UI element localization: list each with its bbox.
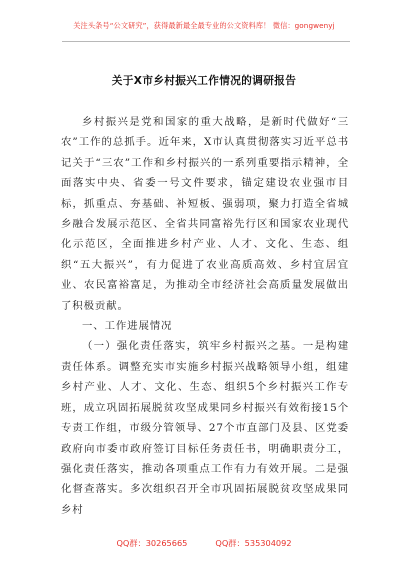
footer-qq-group-1: QQ群：30265665 [116,538,188,548]
footer [0,538,408,549]
document-body [61,112,349,520]
header-banner: 关注头条号“公文研究”，获得最新最全最专业的公文资料库！ 微信：gongwenyj [73,21,335,30]
document-title: 关于X市乡村振兴工作情况的调研报告 [111,75,297,87]
section-heading: 一、工作进展情况 [82,320,173,333]
header-divider [62,41,350,42]
intro-paragraph: 乡村振兴是党和国家的重大战略，是新时代做好“三农”工作的总抓手。近年来，X市认真贯彻落实习近平总书记关于“三农”工作和乡村振兴的一系列重要指示精神，全面落实中央、省委一号文件要求，锚定建设农业强市目标，抓重点、夯基础、补短板、强弱项，聚力打造全省城乡融合发展示范区、全省共同富裕先行区和国家农业现代化示范区，全面推进乡村产业、人才、文化、生态、组织“五大振兴”，有力促进了农业高质高效、乡村宜居宜业、农民富裕富足，为推动全市经济社会高质量发展做出了积极贡献。 [61,116,349,312]
footer-qq-group-2: QQ群：535304092 [215,538,292,548]
section-paragraph: （一）强化责任落实，筑牢乡村振兴之基。一是构建责任体系。调整充实市实施乡村振兴战略领导小组，组建乡村产业、人才、文化、生态、组织5个乡村振兴工作专班，成立巩固拓展脱贫攻坚成果同乡村振兴有效衔接15个专责工作组，市级分管领导、27个市直部门及县、区党委政府向市委市政府签订目标任务责任书，明确职责分工，强化责任落实，推动各项重点工作有力有效开展。二是强化督查落实。多次组织召开全市巩固拓展脱贫攻坚成果同乡村 [61,340,349,516]
